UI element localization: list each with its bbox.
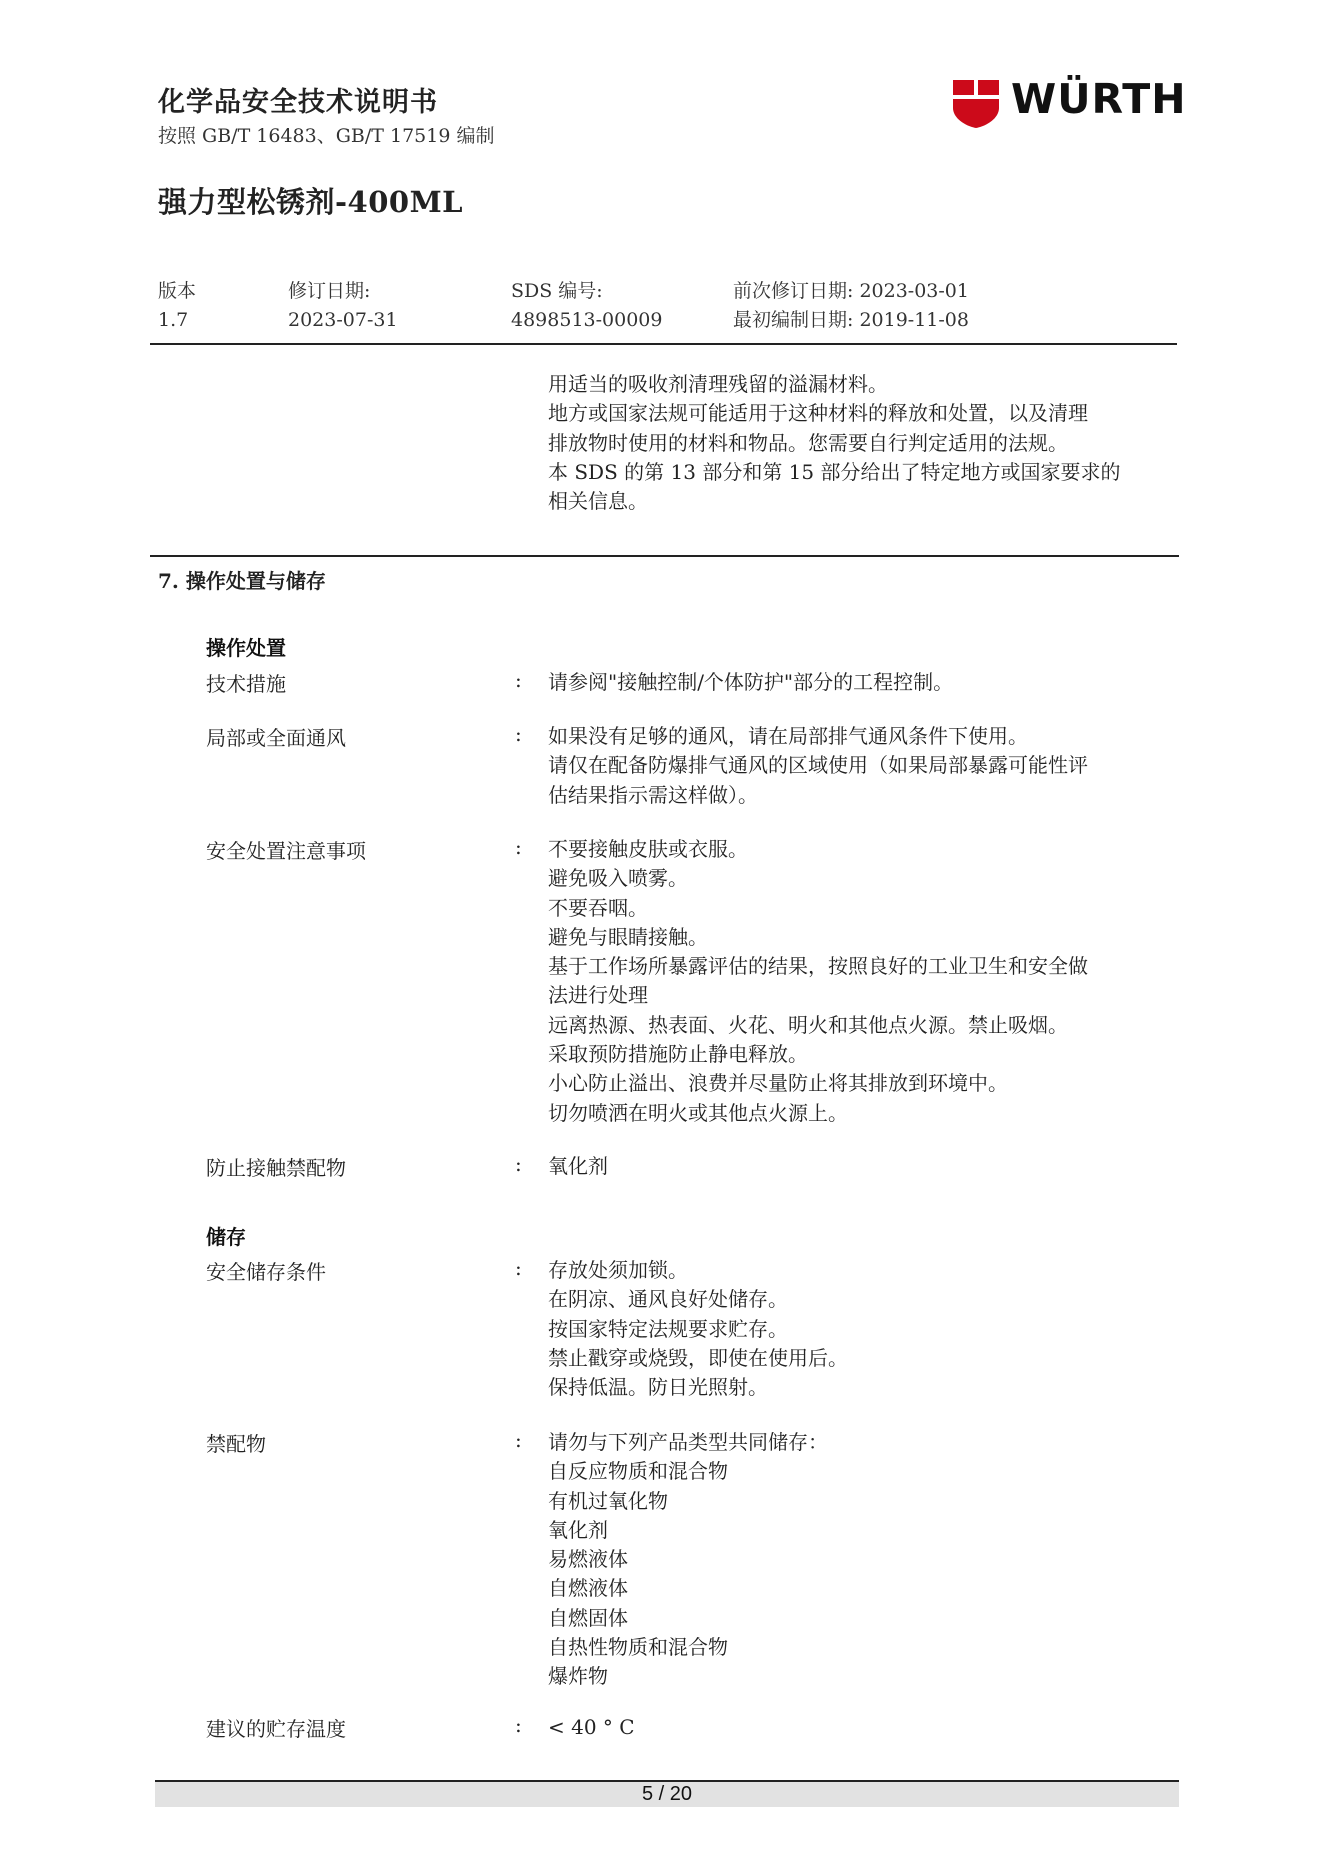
row-value-ventilation	[548, 722, 1088, 810]
value-line: 请勿与下列产品类型共同储存：	[548, 1430, 828, 1454]
value-line: 如果没有足够的通风，请在局部排气通风条件下使用。	[548, 724, 1028, 748]
product-name: 强力型松锈剂-400ML	[158, 185, 464, 219]
value-line: 有机过氧化物	[548, 1488, 668, 1513]
row-label-storage-temperature: 建议的贮存温度	[206, 1717, 346, 1741]
revision-date-value: 2023-07-31	[288, 309, 398, 331]
row-label-avoid-incompatibles: 防止接触禁配物	[206, 1156, 346, 1180]
version-label: 版本	[158, 280, 197, 302]
previous-revision-date: 前次修订日期: 2023-03-01	[733, 280, 969, 302]
row-value-storage-temperature	[548, 1713, 635, 1742]
value-line: 采取预防措施防止静电释放。	[548, 1042, 808, 1067]
value-line: 按国家特定法规要求贮存。	[548, 1316, 788, 1341]
value-line: 法进行处理	[548, 983, 648, 1008]
row-label-technical-measures: 技术措施	[206, 672, 286, 696]
row-label-safe-handling: 安全处置注意事项	[206, 839, 366, 863]
value-line: 自热性物质和混合物	[548, 1635, 728, 1660]
intro-line: 本 SDS 的第 13 部分和第 15 部分给出了特定地方或国家要求的	[548, 459, 1121, 484]
value-line: 存放处须加锁。	[548, 1258, 688, 1282]
sds-number-value: 4898513-00009	[511, 309, 663, 331]
value-line: 氧化剂	[548, 1517, 608, 1542]
row-colon: :	[515, 835, 522, 859]
value-line: 氧化剂	[548, 1154, 608, 1178]
row-value-incompatibles	[548, 1428, 828, 1692]
intro-line: 相关信息。	[548, 489, 648, 514]
revision-date-label: 修订日期:	[288, 280, 371, 302]
value-line: 保持低温。防日光照射。	[548, 1375, 768, 1400]
value-line: 请仅在配备防爆排气通风的区域使用（如果局部暴露可能性评	[548, 753, 1088, 778]
first-issue-date: 最初编制日期: 2019-11-08	[733, 309, 969, 331]
value-line: 切勿喷洒在明火或其他点火源上。	[548, 1100, 848, 1125]
row-label-ventilation: 局部或全面通风	[206, 726, 346, 750]
value-line: 估结果指示需这样做）。	[548, 782, 758, 807]
row-value-technical-measures	[548, 668, 953, 697]
row-label-incompatibles: 禁配物	[206, 1432, 266, 1456]
value-line: 基于工作场所暴露评估的结果，按照良好的工业卫生和安全做	[548, 954, 1088, 979]
value-line: 请参阅"接触控制/个体防护"部分的工程控制。	[548, 670, 954, 694]
value-line: 避免吸入喷雾。	[548, 866, 688, 891]
row-value-storage-conditions	[548, 1256, 848, 1402]
row-value-safe-handling	[548, 835, 1088, 1128]
logo-wordmark: WÜRTH	[1011, 75, 1187, 123]
document-title: 化学品安全技术说明书	[158, 87, 438, 118]
value-line: 禁止戳穿或烧毁，即使在使用后。	[548, 1345, 848, 1370]
value-line: 自燃固体	[548, 1605, 628, 1630]
header-divider	[150, 343, 1177, 345]
value-line: 不要吞咽。	[548, 895, 648, 920]
value-line: 爆炸物	[548, 1664, 608, 1689]
row-colon: :	[515, 722, 522, 746]
value-line: 自燃液体	[548, 1576, 628, 1601]
sds-number-label: SDS 编号:	[511, 280, 603, 302]
row-label-storage-conditions: 安全储存条件	[206, 1260, 326, 1284]
version-value: 1.7	[158, 309, 189, 331]
value-line: 小心防止溢出、浪费并尽量防止将其排放到环境中。	[548, 1071, 1008, 1096]
intro-line: 地方或国家法规可能适用于这种材料的释放和处置，以及清理	[548, 401, 1088, 426]
storage-heading: 储存	[206, 1225, 246, 1249]
value-line: 不要接触皮肤或衣服。	[548, 837, 748, 861]
document-subtitle: 按照 GB/T 16483、GB/T 17519 编制	[158, 125, 495, 147]
row-colon: :	[515, 1152, 522, 1176]
intro-line: 排放物时使用的材料和物品。您需要自行判定适用的法规。	[548, 430, 1068, 455]
intro-line: 用适当的吸收剂清理残留的溢漏材料。	[548, 372, 888, 396]
intro-paragraph	[548, 370, 1120, 516]
row-colon: :	[515, 1428, 522, 1452]
value-line: 远离热源、热表面、火花、明火和其他点火源。禁止吸烟。	[548, 1012, 1068, 1037]
value-line: 易燃液体	[548, 1547, 628, 1572]
handling-heading: 操作处置	[206, 636, 286, 660]
value-line: 避免与眼睛接触。	[548, 924, 708, 949]
row-value-avoid-incompatibles	[548, 1152, 608, 1181]
page-number: 5 / 20	[641, 1783, 693, 1805]
row-colon: :	[515, 1256, 522, 1280]
section-divider	[150, 555, 1179, 557]
value-line: 自反应物质和混合物	[548, 1459, 728, 1484]
value-line: < 40 ° C	[548, 1715, 635, 1739]
row-colon: :	[515, 668, 522, 692]
row-colon: :	[515, 1713, 522, 1737]
section-title: 7. 操作处置与储存	[158, 569, 326, 593]
value-line: 在阴凉、通风良好处储存。	[548, 1287, 788, 1312]
